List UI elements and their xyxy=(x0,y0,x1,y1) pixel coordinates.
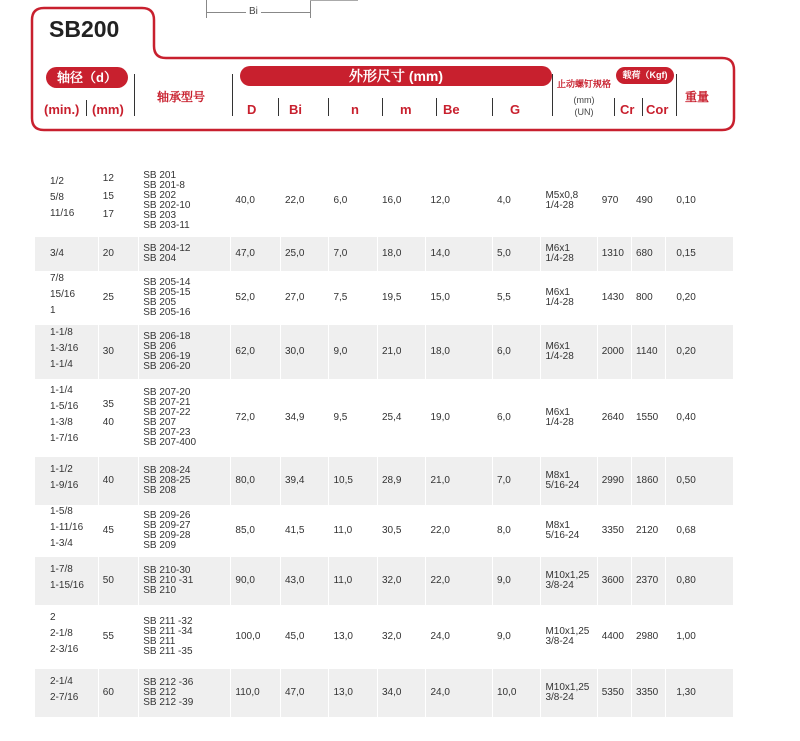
cell-Cr: 2000 xyxy=(597,325,631,379)
cell-inch-line: 1-3/16 xyxy=(50,343,79,354)
cell-inch-line: 1-3/8 xyxy=(50,417,73,428)
col-n-header: n xyxy=(351,102,359,117)
cell-mm xyxy=(98,505,138,557)
cell-model-line: SB 207 xyxy=(143,417,177,428)
cell-Cr: 1430 xyxy=(597,271,631,325)
table-row xyxy=(35,669,734,717)
cell-model-line: SB 202 xyxy=(143,190,177,201)
cell-inch-line: 2-1/8 xyxy=(50,628,73,639)
cell-inch-line: 7/8 xyxy=(50,273,64,284)
setscrew-unit-mm: (mm) xyxy=(573,95,595,105)
cell-weight: 1,30 xyxy=(666,669,734,717)
cell-Cor: 3350 xyxy=(632,669,666,717)
bearing-spec-table xyxy=(34,165,734,717)
cell-D: 85,0 xyxy=(231,505,281,557)
cell-Bi: 34,9 xyxy=(280,379,329,457)
cell-model-line: SB 203 xyxy=(143,210,177,221)
cell-model-line: SB 207-21 xyxy=(143,397,191,408)
table-row xyxy=(35,271,734,325)
cell-setscrew xyxy=(541,605,597,669)
cell-inch-line: 1-5/8 xyxy=(50,506,73,517)
cell-inch-line: 1-1/4 xyxy=(50,359,73,370)
cell-mm-line: 12 xyxy=(102,173,114,184)
cell-G: 10,0 xyxy=(492,669,541,717)
table-row xyxy=(35,325,734,379)
table-header xyxy=(0,0,800,140)
cell-n: 13,0 xyxy=(329,605,378,669)
cell-Cr: 1310 xyxy=(597,237,631,271)
cell-inch xyxy=(35,605,99,669)
cell-model-line: SB 209 xyxy=(143,540,177,551)
cell-mm xyxy=(98,237,138,271)
cell-G: 6,0 xyxy=(492,379,541,457)
cell-model-line: SB 211 -35 xyxy=(143,646,193,657)
cell-G: 5,0 xyxy=(492,237,541,271)
cell-n: 11,0 xyxy=(329,505,378,557)
cell-mm-line: 45 xyxy=(102,525,114,536)
cell-model-line: SB 204 xyxy=(143,253,177,264)
cell-D: 62,0 xyxy=(231,325,281,379)
cell-weight: 0,68 xyxy=(666,505,734,557)
cell-setscrew-line: 3/8-24 xyxy=(545,692,574,703)
cell-inch xyxy=(35,271,99,325)
cell-model-line: SB 210-30 xyxy=(143,565,191,576)
cell-m: 16,0 xyxy=(377,165,426,237)
page-title: SB200 xyxy=(49,16,120,42)
cell-G: 4,0 xyxy=(492,165,541,237)
cell-mm-line: 20 xyxy=(102,248,114,259)
cell-m: 32,0 xyxy=(377,605,426,669)
cell-mm xyxy=(98,379,138,457)
bi-dimension-label: Bi xyxy=(246,6,261,17)
cell-inch-line: 3/4 xyxy=(50,248,64,259)
cell-mm-line: 50 xyxy=(102,575,114,586)
cell-weight: 0,80 xyxy=(666,557,734,605)
setscrew-header: 止动螺钉规格 xyxy=(556,79,611,89)
col-Bi-header: Bi xyxy=(289,102,302,117)
cell-weight: 0,50 xyxy=(666,457,734,505)
cell-D: 90,0 xyxy=(231,557,281,605)
cell-inch-line: 1-1/4 xyxy=(50,385,73,396)
cell-setscrew-line: M8x1 xyxy=(545,470,570,481)
cell-model xyxy=(139,271,231,325)
cell-inch-line: 1-9/16 xyxy=(50,480,79,491)
cell-setscrew-line: M6x1 xyxy=(545,407,570,418)
cell-inch-line: 15/16 xyxy=(50,289,76,300)
cell-setscrew-line: 1/4-28 xyxy=(545,351,574,362)
cell-setscrew-line: 3/8-24 xyxy=(545,580,574,591)
cell-mm-line: 60 xyxy=(102,687,114,698)
cell-setscrew-line: M10x1,25 xyxy=(545,570,590,581)
cell-weight: 0,10 xyxy=(666,165,734,237)
cell-m: 18,0 xyxy=(377,237,426,271)
cell-model-line: SB 206-18 xyxy=(143,331,191,342)
cell-setscrew-line: M10x1,25 xyxy=(545,682,590,693)
cell-n: 7,0 xyxy=(329,237,378,271)
cell-Bi: 41,5 xyxy=(280,505,329,557)
cell-model-line: SB 201-8 xyxy=(143,180,185,191)
cell-Bi: 45,0 xyxy=(280,605,329,669)
cell-Cr: 4400 xyxy=(597,605,631,669)
cell-Cor: 490 xyxy=(632,165,666,237)
cell-Be: 24,0 xyxy=(426,605,492,669)
cell-model-line: SB 209-27 xyxy=(143,520,191,531)
cell-m: 30,5 xyxy=(377,505,426,557)
table-row xyxy=(35,379,734,457)
cell-Cor: 680 xyxy=(632,237,666,271)
cell-inch-line: 1-7/16 xyxy=(50,433,79,444)
cell-D: 80,0 xyxy=(231,457,281,505)
cell-inch xyxy=(35,669,99,717)
cell-Cor: 2120 xyxy=(632,505,666,557)
cell-inch xyxy=(35,457,99,505)
cell-Be: 21,0 xyxy=(426,457,492,505)
cell-n: 9,0 xyxy=(329,325,378,379)
cell-mm-line: 15 xyxy=(102,191,114,202)
cell-G: 6,0 xyxy=(492,325,541,379)
cell-model-line: SB 211 -32 xyxy=(143,616,193,627)
cell-setscrew-line: 1/4-28 xyxy=(545,417,574,428)
cell-D: 110,0 xyxy=(231,669,281,717)
cell-inch-line: 1-15/16 xyxy=(50,580,84,591)
mm-unit-label: (mm) xyxy=(92,102,124,117)
cell-D: 52,0 xyxy=(231,271,281,325)
cell-inch-line: 5/8 xyxy=(50,192,64,203)
table-row xyxy=(35,457,734,505)
cell-model xyxy=(139,669,231,717)
cell-model-line: SB 211 -34 xyxy=(143,626,193,637)
cell-Bi: 39,4 xyxy=(280,457,329,505)
col-m-header: m xyxy=(400,102,412,117)
cell-inch-line: 2 xyxy=(50,612,56,623)
cell-n: 13,0 xyxy=(329,669,378,717)
cell-mm-line: 35 xyxy=(102,399,114,410)
cell-n: 9,5 xyxy=(329,379,378,457)
cell-inch xyxy=(35,379,99,457)
cell-Bi: 27,0 xyxy=(280,271,329,325)
cell-mm-line: 40 xyxy=(102,475,114,486)
min-unit-label: (min.) xyxy=(44,102,80,117)
cell-Cor: 1140 xyxy=(632,325,666,379)
cell-Cor: 2980 xyxy=(632,605,666,669)
cell-inch xyxy=(35,505,99,557)
cell-Cor: 1860 xyxy=(632,457,666,505)
cell-Bi: 30,0 xyxy=(280,325,329,379)
cell-Cr: 2640 xyxy=(597,379,631,457)
cell-model-line: SB 201 xyxy=(143,170,177,181)
cell-model-line: SB 206 xyxy=(143,341,177,352)
cell-model-line: SB 207-400 xyxy=(143,437,197,448)
cell-model-line: SB 207-20 xyxy=(143,387,191,398)
cell-mm xyxy=(98,557,138,605)
cell-setscrew-line: 1/4-28 xyxy=(545,297,574,308)
cell-n: 11,0 xyxy=(329,557,378,605)
cell-inch xyxy=(35,557,99,605)
cell-Bi: 43,0 xyxy=(280,557,329,605)
cell-mm xyxy=(98,669,138,717)
cell-setscrew xyxy=(541,557,597,605)
cell-inch-line: 11/16 xyxy=(50,208,75,219)
cell-setscrew xyxy=(541,165,597,237)
cell-n: 7,5 xyxy=(329,271,378,325)
cell-setscrew-line: 5/16-24 xyxy=(545,530,580,541)
cell-inch-line: 2-7/16 xyxy=(50,692,79,703)
cell-setscrew-line: 1/4-28 xyxy=(545,253,574,264)
cell-model-line: SB 210 -31 xyxy=(143,575,194,586)
cell-model-line: SB 212 -39 xyxy=(143,697,194,708)
cell-mm xyxy=(98,165,138,237)
cell-weight: 1,00 xyxy=(666,605,734,669)
cell-mm xyxy=(98,271,138,325)
cell-mm-line: 55 xyxy=(102,631,114,642)
cell-Be: 22,0 xyxy=(426,505,492,557)
cell-model-line: SB 209-28 xyxy=(143,530,191,541)
col-D-header: D xyxy=(247,102,257,117)
cell-G: 9,0 xyxy=(492,605,541,669)
cell-model-line: SB 212 -36 xyxy=(143,677,194,688)
cell-mm xyxy=(98,605,138,669)
cell-setscrew xyxy=(541,457,597,505)
cell-setscrew xyxy=(541,379,597,457)
cell-inch-line: 1-11/16 xyxy=(50,522,84,533)
cell-m: 21,0 xyxy=(377,325,426,379)
cell-D: 47,0 xyxy=(231,237,281,271)
cell-setscrew xyxy=(541,271,597,325)
cell-model xyxy=(139,379,231,457)
cell-model-line: SB 210 xyxy=(143,585,177,596)
cell-D: 72,0 xyxy=(231,379,281,457)
cell-mm xyxy=(98,325,138,379)
cell-model-line: SB 207-23 xyxy=(143,427,191,438)
cell-setscrew xyxy=(541,325,597,379)
cell-inch-line: 1-1/8 xyxy=(50,327,73,338)
cell-model-line: SB 205-16 xyxy=(143,307,191,318)
cell-Cr: 970 xyxy=(597,165,631,237)
cell-G: 8,0 xyxy=(492,505,541,557)
cell-model xyxy=(139,325,231,379)
cell-Cr: 5350 xyxy=(597,669,631,717)
cell-Bi: 22,0 xyxy=(280,165,329,237)
cell-model-line: SB 208 xyxy=(143,485,177,496)
cell-model-line: SB 206-20 xyxy=(143,361,191,372)
cell-Cor: 1550 xyxy=(632,379,666,457)
col-Be-header: Be xyxy=(443,102,460,117)
cell-Be: 18,0 xyxy=(426,325,492,379)
cell-Cr: 3600 xyxy=(597,557,631,605)
table-row xyxy=(35,505,734,557)
cell-Be: 24,0 xyxy=(426,669,492,717)
cell-inch-line: 2-1/4 xyxy=(50,676,73,687)
cell-mm xyxy=(98,457,138,505)
cell-m: 25,4 xyxy=(377,379,426,457)
cell-setscrew-line: 5/16-24 xyxy=(545,480,580,491)
cell-Cor: 2370 xyxy=(632,557,666,605)
cell-m: 28,9 xyxy=(377,457,426,505)
table-row xyxy=(35,237,734,271)
cell-inch xyxy=(35,165,99,237)
cell-setscrew-line: M6x1 xyxy=(545,341,570,352)
cell-model-line: SB 205-15 xyxy=(143,287,191,298)
cell-model xyxy=(139,505,231,557)
cell-Bi: 47,0 xyxy=(280,669,329,717)
cell-model-line: SB 203-11 xyxy=(143,220,190,231)
cell-setscrew-line: M8x1 xyxy=(545,520,570,531)
cell-model xyxy=(139,557,231,605)
cell-n: 6,0 xyxy=(329,165,378,237)
cell-Be: 12,0 xyxy=(426,165,492,237)
cell-Be: 15,0 xyxy=(426,271,492,325)
cell-mm-line: 40 xyxy=(102,417,114,428)
cell-inch-line: 1-3/4 xyxy=(50,538,73,549)
cell-Cr: 2990 xyxy=(597,457,631,505)
outer-dimensions-pill: 外形尺寸 (mm) xyxy=(240,66,552,86)
table-row xyxy=(35,605,734,669)
cell-setscrew xyxy=(541,505,597,557)
cell-model xyxy=(139,165,231,237)
cell-m: 34,0 xyxy=(377,669,426,717)
cell-m: 32,0 xyxy=(377,557,426,605)
cell-setscrew-line: M10x1,25 xyxy=(545,626,590,637)
cell-model-line: SB 205-14 xyxy=(143,277,191,288)
cell-m: 19,5 xyxy=(377,271,426,325)
cell-model xyxy=(139,457,231,505)
cell-weight: 0,20 xyxy=(666,271,734,325)
cell-setscrew-line: M6x1 xyxy=(545,243,570,254)
cell-model-line: SB 209-26 xyxy=(143,510,191,521)
cell-model-line: SB 211 xyxy=(143,636,176,647)
cell-model xyxy=(139,605,231,669)
col-G-header: G xyxy=(510,102,521,117)
bearing-model-header: 轴承型号 xyxy=(157,90,206,104)
col-Cor-header: Cor xyxy=(646,102,669,117)
cell-model-line: SB 204-12 xyxy=(143,243,191,254)
cell-Be: 22,0 xyxy=(426,557,492,605)
cell-G: 5,5 xyxy=(492,271,541,325)
cell-n: 10,5 xyxy=(329,457,378,505)
cell-inch xyxy=(35,237,99,271)
cell-mm-line: 30 xyxy=(102,346,114,357)
cell-Cor: 800 xyxy=(632,271,666,325)
cell-model-line: SB 207-22 xyxy=(143,407,191,418)
cell-Be: 14,0 xyxy=(426,237,492,271)
cell-inch-line: 1-7/8 xyxy=(50,564,73,575)
cell-inch-line: 2-3/16 xyxy=(50,644,79,655)
cell-weight: 0,15 xyxy=(666,237,734,271)
cell-D: 100,0 xyxy=(231,605,281,669)
cell-Bi: 25,0 xyxy=(280,237,329,271)
cell-inch-line: 1-1/2 xyxy=(50,464,73,475)
cell-G: 9,0 xyxy=(492,557,541,605)
cell-inch-line: 1-5/16 xyxy=(50,401,79,412)
load-pill: 载荷（Kgf) xyxy=(616,67,674,84)
cell-setscrew xyxy=(541,669,597,717)
cell-setscrew-line: 1/4-28 xyxy=(545,200,574,211)
cell-setscrew-line: 3/8-24 xyxy=(545,636,574,647)
cell-model-line: SB 208-24 xyxy=(143,465,191,476)
cell-mm-line: 17 xyxy=(102,209,114,220)
cell-model-line: SB 206-19 xyxy=(143,351,191,362)
cell-Cr: 3350 xyxy=(597,505,631,557)
cell-weight: 0,40 xyxy=(666,379,734,457)
cell-setscrew-line: M5x0,8 xyxy=(545,190,579,201)
cell-model-line: SB 212 xyxy=(143,687,177,698)
table-row xyxy=(35,165,734,237)
cell-mm-line: 25 xyxy=(102,292,114,303)
setscrew-unit-un: (UN) xyxy=(574,107,594,117)
cell-model-line: SB 205 xyxy=(143,297,177,308)
cell-inch-line: 1 xyxy=(50,305,56,316)
cell-D: 40,0 xyxy=(231,165,281,237)
cell-setscrew-line: M6x1 xyxy=(545,287,570,298)
cell-G: 7,0 xyxy=(492,457,541,505)
cell-model-line: SB 202-10 xyxy=(143,200,191,211)
cell-model xyxy=(139,237,231,271)
cell-weight: 0,20 xyxy=(666,325,734,379)
cell-inch xyxy=(35,325,99,379)
col-Cr-header: Cr xyxy=(620,102,635,117)
table-row xyxy=(35,557,734,605)
shaft-diameter-pill: 轴径（d） xyxy=(46,67,128,88)
weight-header: 重量 xyxy=(685,90,710,104)
cell-Be: 19,0 xyxy=(426,379,492,457)
cell-inch-line: 1/2 xyxy=(50,176,64,187)
cell-setscrew xyxy=(541,237,597,271)
cell-model-line: SB 208-25 xyxy=(143,475,191,486)
